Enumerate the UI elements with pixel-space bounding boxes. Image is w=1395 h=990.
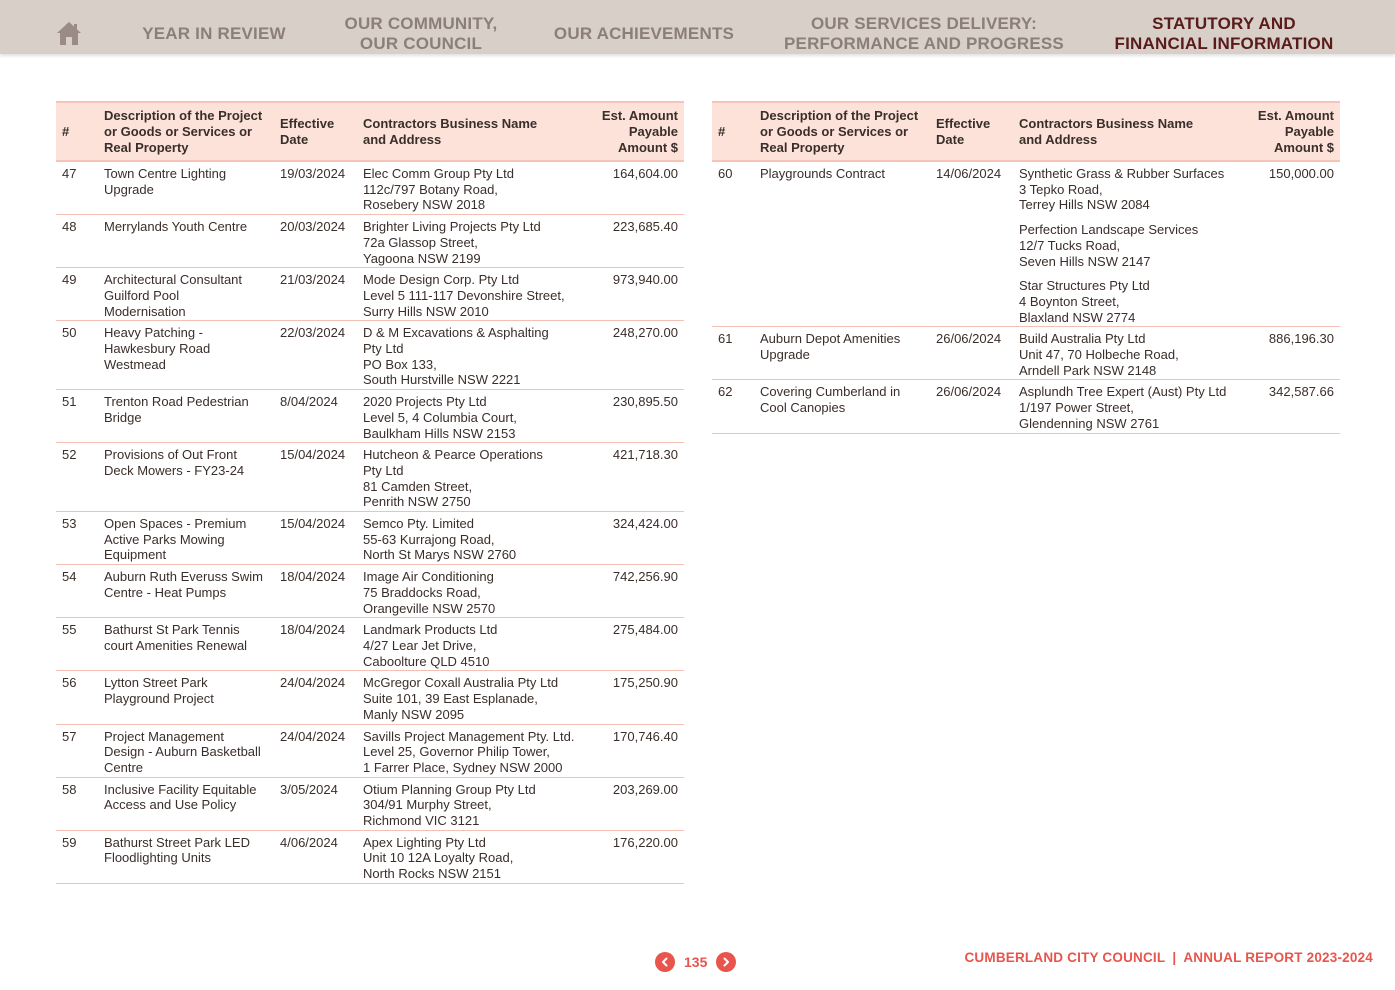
contracts-table-right	[712, 101, 1340, 434]
row-contractor	[357, 565, 585, 618]
row-description: Bathurst St Park Tennis court Amenities Renewal	[98, 618, 274, 671]
row-effective-date: 8/04/2024	[274, 390, 357, 443]
row-description: Heavy Patching - Hawkesbury Road Westmead	[98, 321, 274, 390]
row-contractor	[357, 618, 585, 671]
table-row	[712, 161, 1340, 327]
row-number: 50	[56, 321, 98, 390]
home-icon[interactable]	[56, 20, 82, 46]
contractor-block: Otium Planning Group Pty Ltd 304/91 Murphy Street, Richmond VIC 3121	[363, 781, 536, 829]
table-row	[56, 443, 684, 512]
contractor-block: Synthetic Grass & Rubber Surfaces 3 Tepko Road, Terrey Hills NSW 2084	[1019, 166, 1225, 213]
row-contractor	[357, 512, 585, 565]
row-amount: 342,587.66	[1241, 380, 1340, 433]
row-number: 61	[712, 327, 754, 380]
row-contractor	[357, 830, 585, 883]
row-number: 49	[56, 268, 98, 321]
council-name: CUMBERLAND CITY COUNCIL	[964, 950, 1166, 965]
table-row	[56, 830, 684, 883]
row-number: 53	[56, 512, 98, 565]
contractor-block: D & M Excavations & Asphalting Pty Ltd PO Box 133, South Hurstville NSW 2221	[363, 325, 549, 388]
row-amount: 164,604.00	[585, 161, 684, 215]
row-contractor	[357, 671, 585, 724]
table-row	[56, 215, 684, 268]
row-amount: 886,196.30	[1241, 327, 1340, 380]
contracts-table-left	[56, 101, 684, 884]
row-contractor	[1013, 327, 1241, 380]
nav-label-line2: OUR COUNCIL	[359, 34, 483, 53]
row-amount: 175,250.90	[585, 671, 684, 724]
row-effective-date: 20/03/2024	[274, 215, 357, 268]
row-description: Open Spaces - Premium Active Parks Mowing Equipment	[98, 512, 274, 565]
contractor-block: Landmark Products Ltd 4/27 Lear Jet Drive, Caboolture QLD 4510	[363, 622, 498, 669]
header-effective-date: Effective Date	[930, 102, 1013, 161]
row-description: Trenton Road Pedestrian Bridge	[98, 390, 274, 443]
header-effective-date: Effective Date	[274, 102, 357, 161]
table-row	[712, 380, 1340, 433]
report-title: ANNUAL REPORT 2023-2024	[1183, 950, 1373, 965]
table-row	[56, 565, 684, 618]
nav-label-line2: PERFORMANCE AND PROGRESS	[784, 34, 1064, 53]
footer-brand	[964, 950, 1373, 965]
row-amount: 176,220.00	[585, 830, 684, 883]
table-row	[56, 618, 684, 671]
row-description: Bathurst Street Park LED Floodlighting Units	[98, 830, 274, 883]
row-effective-date: 15/04/2024	[274, 443, 357, 512]
row-description: Auburn Ruth Everuss Swim Centre - Heat Pumps	[98, 565, 274, 618]
row-description: Project Management Design - Auburn Basketball Centre	[98, 724, 274, 777]
nav-our-achievements[interactable]	[548, 0, 740, 54]
page-number: 135	[684, 954, 708, 970]
table-row	[56, 777, 684, 830]
table-header-row	[712, 102, 1340, 161]
contractor-block: Elec Comm Group Pty Ltd 112c/797 Botany Road, Rosebery NSW 2018	[363, 166, 514, 213]
contractor-block: Apex Lighting Pty Ltd Unit 10 12A Loyalty Road, North Rocks NSW 2151	[363, 834, 514, 882]
table-row	[56, 268, 684, 321]
row-number: 55	[56, 618, 98, 671]
row-number: 56	[56, 671, 98, 724]
header-contractor: Contractors Business Name and Address	[1013, 102, 1241, 161]
row-number: 51	[56, 390, 98, 443]
row-description: Inclusive Facility Equitable Access and Use Policy	[98, 777, 274, 830]
footer-separator: |	[1172, 950, 1177, 965]
table-row	[56, 512, 684, 565]
nav-services-delivery[interactable]	[776, 0, 1072, 54]
row-effective-date: 14/06/2024	[930, 161, 1013, 327]
header-description: Description of the Project or Goods or Services or Real Property	[754, 102, 930, 161]
table-row	[56, 390, 684, 443]
header-num: #	[712, 102, 754, 161]
row-effective-date: 24/04/2024	[274, 724, 357, 777]
contractor-block: 2020 Projects Pty Ltd Level 5, 4 Columbia Court, Baulkham Hills NSW 2153	[363, 394, 517, 441]
row-effective-date: 18/04/2024	[274, 565, 357, 618]
row-amount: 248,270.00	[585, 321, 684, 390]
row-description: Provisions of Out Front Deck Mowers - FY23-24	[98, 443, 274, 512]
contractor-block: Semco Pty. Limited 55-63 Kurrajong Road, North St Marys NSW 2760	[363, 516, 517, 563]
row-number: 52	[56, 443, 98, 512]
row-contractor	[357, 215, 585, 268]
contractor-block: Hutcheon & Pearce Operations Pty Ltd 81 Camden Street, Penrith NSW 2750	[363, 447, 543, 510]
contractor-block: Mode Design Corp. Pty Ltd Level 5 111-117 Devonshire Street, Surry Hills NSW 2010	[363, 272, 565, 319]
top-navigation	[0, 0, 1395, 54]
row-amount: 203,269.00	[585, 777, 684, 830]
row-description: Town Centre Lighting Upgrade	[98, 161, 274, 215]
row-description: Auburn Depot Amenities Upgrade	[754, 327, 930, 380]
row-number: 48	[56, 215, 98, 268]
header-amount: Est. Amount Payable Amount $	[1241, 102, 1340, 161]
nav-year-in-review[interactable]	[130, 0, 298, 54]
row-number: 60	[712, 161, 754, 327]
contractor-block: McGregor Coxall Australia Pty Ltd Suite 101, 39 East Esplanade, Manly NSW 2095	[363, 675, 559, 722]
nav-label-line1: OUR SERVICES DELIVERY:	[810, 14, 1038, 33]
row-description: Lytton Street Park Playground Project	[98, 671, 274, 724]
row-contractor	[357, 777, 585, 830]
row-number: 58	[56, 777, 98, 830]
chevron-right-icon[interactable]	[716, 952, 736, 972]
row-description: Merrylands Youth Centre	[98, 215, 274, 268]
contractor-block: Asplundh Tree Expert (Aust) Pty Ltd 1/197 Power Street, Glendenning NSW 2761	[1019, 384, 1227, 431]
header-contractor: Contractors Business Name and Address	[357, 102, 585, 161]
row-effective-date: 22/03/2024	[274, 321, 357, 390]
row-contractor	[357, 161, 585, 215]
contractor-block: Build Australia Pty Ltd Unit 47, 70 Holbeche Road, Arndell Park NSW 2148	[1019, 331, 1179, 378]
row-effective-date: 15/04/2024	[274, 512, 357, 565]
row-amount: 223,685.40	[585, 215, 684, 268]
nav-label: YEAR IN REVIEW	[142, 24, 286, 43]
row-description: Covering Cumberland in Cool Canopies	[754, 380, 930, 433]
row-effective-date: 18/04/2024	[274, 618, 357, 671]
contractor-block: Image Air Conditioning 75 Braddocks Road, Orangeville NSW 2570	[363, 569, 496, 616]
row-number: 47	[56, 161, 98, 215]
row-amount: 150,000.00	[1241, 161, 1340, 327]
nav-statutory-financial[interactable]	[1100, 0, 1348, 54]
pagination	[655, 951, 736, 973]
table-row	[56, 724, 684, 777]
row-effective-date: 26/06/2024	[930, 327, 1013, 380]
contractor-block: Savills Project Management Pty. Ltd. Level 25, Governor Philip Tower, 1 Farrer Place, Sydney NSW 2000	[363, 728, 575, 775]
row-amount: 170,746.40	[585, 724, 684, 777]
row-contractor	[357, 321, 585, 390]
row-amount: 973,940.00	[585, 268, 684, 321]
row-effective-date: 21/03/2024	[274, 268, 357, 321]
chevron-left-icon[interactable]	[655, 952, 675, 972]
row-description: Playgrounds Contract	[754, 161, 930, 327]
row-contractor	[357, 268, 585, 321]
table-row	[56, 321, 684, 390]
row-number: 59	[56, 830, 98, 883]
row-number: 54	[56, 565, 98, 618]
nav-label: OUR ACHIEVEMENTS	[553, 24, 735, 43]
row-effective-date: 26/06/2024	[930, 380, 1013, 433]
row-effective-date: 19/03/2024	[274, 161, 357, 215]
row-description: Architectural Consultant Guilford Pool Modernisation	[98, 268, 274, 321]
nav-label-line2: FINANCIAL INFORMATION	[1114, 34, 1334, 53]
table-header-row	[56, 102, 684, 161]
nav-our-community[interactable]	[325, 0, 517, 54]
row-contractor	[357, 443, 585, 512]
row-effective-date: 3/05/2024	[274, 777, 357, 830]
row-effective-date: 4/06/2024	[274, 830, 357, 883]
table-row	[56, 161, 684, 215]
nav-label-line1: STATUTORY AND	[1152, 14, 1296, 33]
table-row	[56, 671, 684, 724]
header-num: #	[56, 102, 98, 161]
row-amount: 742,256.90	[585, 565, 684, 618]
row-contractor	[357, 724, 585, 777]
table-row	[712, 327, 1340, 380]
row-contractor	[357, 390, 585, 443]
contractor-block: Perfection Landscape Services 12/7 Tucks Road, Seven Hills NSW 2147	[1019, 222, 1199, 269]
row-amount: 230,895.50	[585, 390, 684, 443]
row-amount: 275,484.00	[585, 618, 684, 671]
row-contractor	[1013, 161, 1241, 327]
row-amount: 421,718.30	[585, 443, 684, 512]
row-number: 62	[712, 380, 754, 433]
nav-label-line1: OUR COMMUNITY,	[344, 14, 498, 33]
row-effective-date: 24/04/2024	[274, 671, 357, 724]
header-description: Description of the Project or Goods or Services or Real Property	[98, 102, 274, 161]
row-contractor	[1013, 380, 1241, 433]
header-amount: Est. Amount Payable Amount $	[585, 102, 684, 161]
row-number: 57	[56, 724, 98, 777]
row-amount: 324,424.00	[585, 512, 684, 565]
contractor-block: Brighter Living Projects Pty Ltd 72a Glassop Street, Yagoona NSW 2199	[363, 219, 541, 266]
contractor-block: Star Structures Pty Ltd 4 Boynton Street, Blaxland NSW 2774	[1019, 278, 1150, 325]
